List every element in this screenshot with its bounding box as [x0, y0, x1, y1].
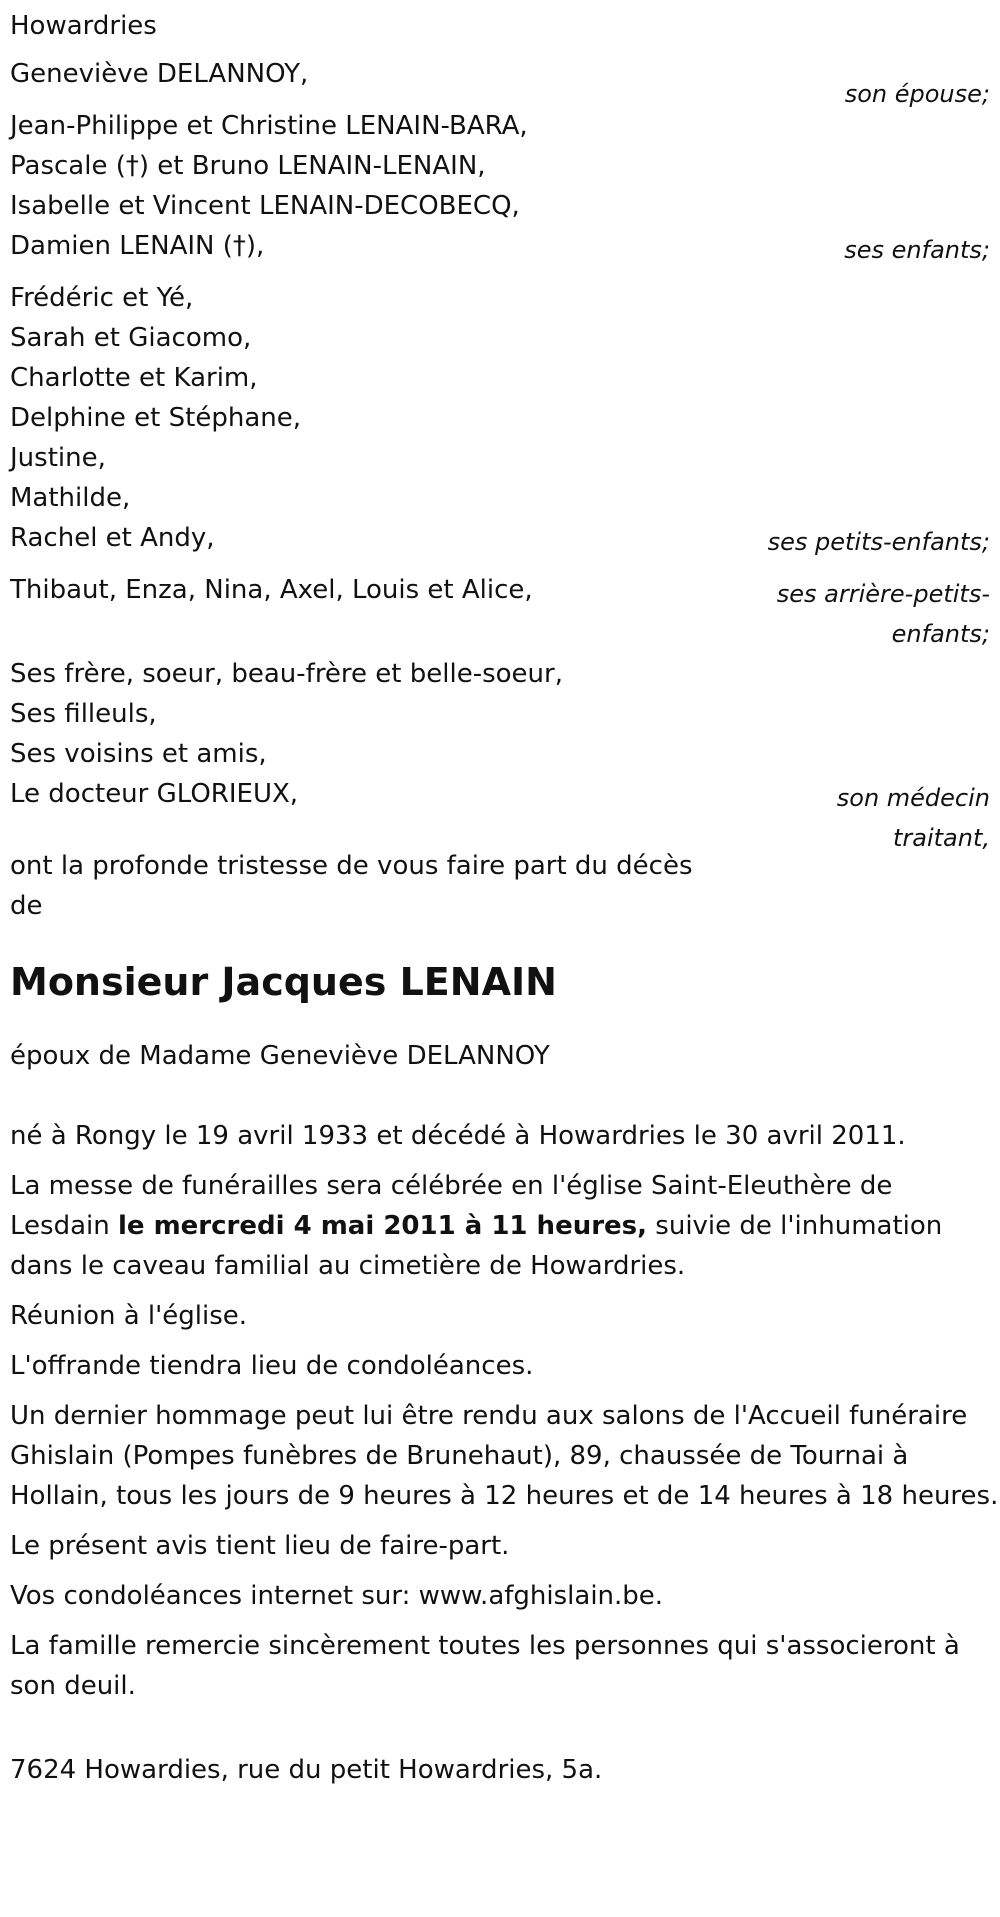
announcement-text: ont la profonde tristesse de vous faire part du décès de — [10, 851, 693, 921]
family-group-grandchildren — [10, 278, 990, 558]
tribute-paragraph: Un dernier hommage peut lui être rendu aux salons de l'Accueil funéraire Ghislain (Pompes funèbres de Brunehaut), 89, chaussée de Tournai à Hollain, tous les jours de 9 heures à 12 heures et de 14 heures à 18 heures. — [10, 1401, 999, 1511]
name-line: Sarah et Giacomo, — [10, 323, 252, 353]
names-list — [10, 570, 730, 610]
name-line: Ses filleuls, — [10, 699, 157, 729]
name-line: Delphine et Stéphane, — [10, 403, 301, 433]
family-group-spouse — [10, 54, 990, 108]
role-label: ses petits-enfants; — [767, 528, 990, 556]
role-label: son épouse; — [844, 80, 990, 108]
family-group-children — [10, 106, 990, 266]
online-condolences-paragraph: Vos condoléances internet sur: www.afghislain.be. — [10, 1581, 664, 1611]
name-line: Ses voisins et amis, — [10, 739, 267, 769]
funeral-date-emphasis: le mercredi 4 mai 2011 à 11 heures, — [117, 1211, 648, 1241]
name-line: Justine, — [10, 443, 106, 473]
funeral-text-before: La messe de funérailles sera célébrée en l'église Saint-Eleuthère de Lesdain — [10, 1171, 893, 1241]
name-line: Thibaut, Enza, Nina, Axel, Louis et Alice, — [10, 575, 533, 605]
thanks-paragraph: La famille remercie sincèrement toutes les personnes qui s'associeront à son deuil. — [10, 1631, 960, 1701]
address-line: 7624 Howardies, rue du petit Howardries, 5a. — [10, 1755, 603, 1785]
role-label-line: son médecin — [836, 784, 990, 812]
birth-death-line: né à Rongy le 19 avril 1933 et décédé à Howardries le 30 avril 2011. — [10, 1121, 906, 1151]
role-label — [730, 778, 990, 858]
place-header: Howardries — [10, 11, 157, 41]
name-line: Le docteur GLORIEUX, — [10, 779, 299, 809]
names-list — [10, 54, 730, 94]
funeral-text-after: suivie de l'inhumation dans le caveau familial au cimetière de Howardries. — [10, 1211, 943, 1281]
deceased-name: Monsieur Jacques LENAIN — [10, 960, 557, 1004]
names-list — [10, 278, 730, 558]
names-list — [10, 654, 730, 814]
name-line: Jean-Philippe et Christine LENAIN-BARA, — [10, 111, 528, 141]
name-line: Geneviève DELANNOY, — [10, 59, 309, 89]
funeral-paragraph — [10, 1166, 1000, 1286]
family-group-great-grandchildren — [10, 570, 990, 648]
offering-paragraph: L'offrande tiendra lieu de condoléances. — [10, 1351, 534, 1381]
meeting-paragraph: Réunion à l'église. — [10, 1301, 248, 1331]
role-label: ses enfants; — [844, 236, 990, 264]
role-label-line: enfants; — [891, 620, 990, 648]
family-group-others — [10, 654, 990, 852]
notice-paragraph: Le présent avis tient lieu de faire-part. — [10, 1531, 510, 1561]
role-label-line: ses arrière-petits- — [776, 580, 990, 608]
role-label — [730, 574, 990, 654]
name-line: Rachel et Andy, — [10, 523, 215, 553]
name-line: Charlotte et Karim, — [10, 363, 258, 393]
names-list — [10, 106, 730, 266]
name-line: Ses frère, soeur, beau-frère et belle-soeur, — [10, 659, 563, 689]
obituary-document — [10, 0, 999, 1790]
name-line: Damien LENAIN (†), — [10, 231, 265, 261]
name-line: Mathilde, — [10, 483, 131, 513]
name-line: Frédéric et Yé, — [10, 283, 194, 313]
spouse-line: époux de Madame Geneviève DELANNOY — [10, 1041, 550, 1071]
name-line: Pascale (†) et Bruno LENAIN-LENAIN, — [10, 151, 486, 181]
name-line: Isabelle et Vincent LENAIN-DECOBECQ, — [10, 191, 520, 221]
role-label-line: traitant, — [892, 824, 990, 852]
